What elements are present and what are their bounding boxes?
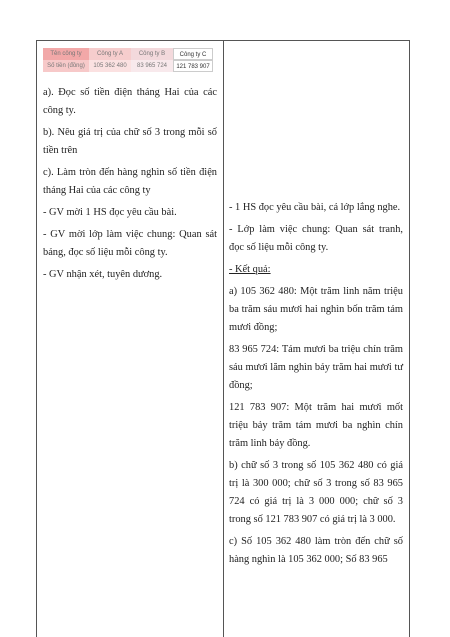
student-activities [229, 199, 403, 569]
mini-table-data-row [43, 60, 213, 72]
question-b: b). Nêu giá trị của chữ số 3 trong mỗi số tiền trên [43, 127, 217, 156]
teacher-step: - GV nhận xét, tuyên dương. [43, 269, 163, 280]
mini-header-cell: Công ty B [131, 48, 173, 60]
mini-table-header-row [43, 48, 213, 60]
teacher-step: - GV mời lớp làm việc chung: Quan sát bảng, đọc số liệu mỗi công ty. [43, 229, 217, 258]
mini-data-cell: Số tiền (đồng) [43, 60, 89, 72]
mini-header-cell: Tên công ty [43, 48, 89, 60]
lesson-table [36, 40, 410, 637]
teacher-activities [43, 84, 217, 284]
answer-a-line: 121 783 907: Một trăm hai mươi mốt triệu bảy trăm tám mươi ba nghìn chín trăm linh bảy đồng. [229, 402, 403, 449]
mini-data-cell: 121 783 907 [173, 60, 213, 72]
answer-a: a) 105 362 480: Một trăm linh năm triệu ba trăm sáu mươi hai nghìn bốn trăm tám mươi đồng; [229, 286, 403, 333]
mini-data-cell: 83 965 724 [131, 60, 173, 72]
student-step: - Lớp làm việc chung: Quan sát tranh, đọc số liệu mỗi công ty. [229, 224, 403, 253]
answer-c: c) Số 105 362 480 làm tròn đến chữ số hàng nghìn là 105 362 000; Số 83 965 [229, 536, 403, 565]
question-a: a). Đọc số tiền điện tháng Hai của các công ty. [43, 87, 217, 116]
answer-b: b) chữ số 3 trong số 105 362 480 có giá trị là 300 000; chữ số 3 trong số 83 965 724 có giá trị là 3 000 000; chữ số 3 trong số 121 783 907 có giá trị là 3 000. [229, 460, 403, 525]
teacher-column [37, 41, 223, 637]
teacher-step: - GV mời 1 HS đọc yêu cầu bài. [43, 207, 177, 218]
question-c: c). Làm tròn đến hàng nghìn số tiền điện tháng Hai của các công ty [43, 167, 217, 196]
student-step: - 1 HS đọc yêu cầu bài, cả lớp lắng nghe. [229, 202, 401, 213]
company-data-table [43, 48, 213, 72]
student-column [224, 41, 409, 637]
mini-header-cell: Công ty C [173, 48, 213, 60]
result-heading: - Kết quả: [229, 264, 271, 275]
mini-data-cell: 105 362 480 [89, 60, 131, 72]
answer-a-line: 83 965 724: Tám mươi ba triệu chín trăm sáu mươi lăm nghìn bảy trăm hai mươi tư đồng; [229, 344, 403, 391]
mini-header-cell: Công ty A [89, 48, 131, 60]
